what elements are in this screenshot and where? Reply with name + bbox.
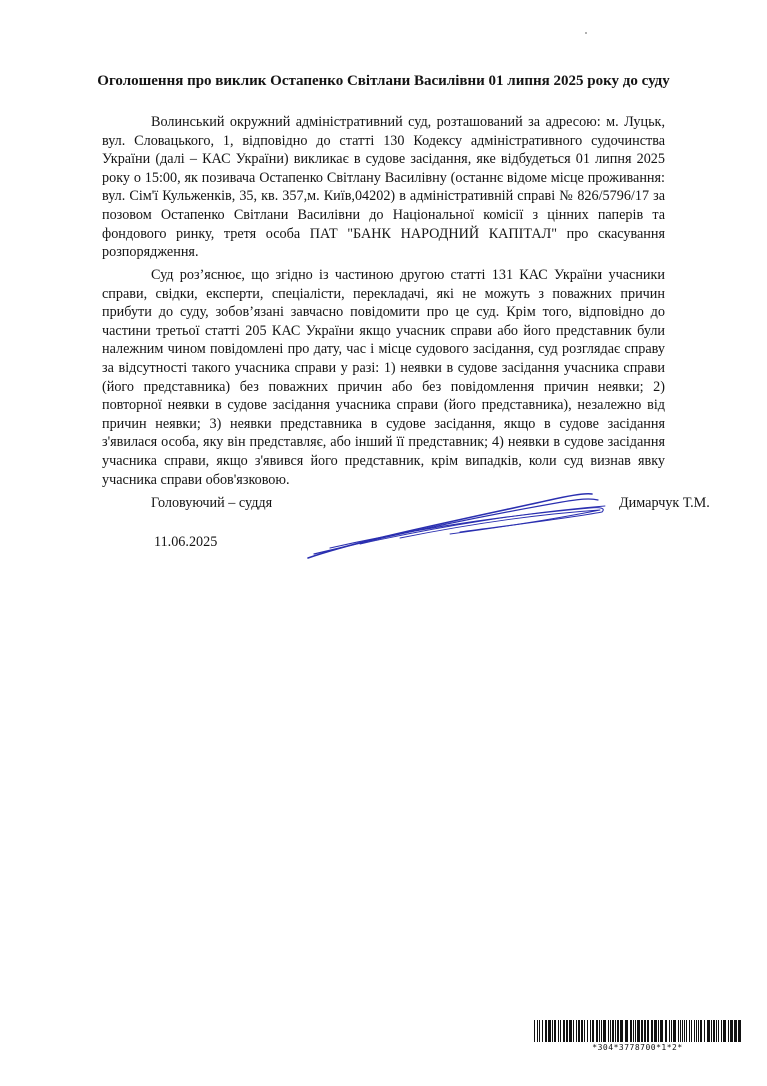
signature-date: 11.06.2025 bbox=[154, 534, 218, 550]
handwritten-signature bbox=[300, 488, 612, 564]
paragraph-explanation: Суд роз’яснює, що згідно із частиною другою статті 131 КАС України учасники справи, свідки, експерти, спеціалісти, перекладачі, які не можуть з поважних причин прибути до суду, зобов’язані завчасно повідомити про це суд. Крім того, відповідно до частини третьої статті 205 КАС України якщо учасник справи або його представник були належним чином повідомлені про дату, час і місце судового засідання, суд розглядає справу за відсутності такого учасника справи у разі: 1) неявки в судове засідання учасника справи (його представника) без поважних причин або без повідомлення причин неявки; 2) повторної неявки в судове засідання учасника справи (його представника), незалежно від причин неявки; 3) неявки представника в судове засідання, якщо в судове засідання з'явилася особа, яку він представляє, або інший її представник; 4) неявки в судове засідання учасника справи, якщо з'явився його представник, крім випадків, коли суд визнав явку учасника справи обов'язковою. bbox=[102, 267, 665, 488]
document-title: Оголошення про виклик Остапенко Світлани Василівни 01 липня 2025 року до суду bbox=[97, 73, 670, 89]
barcode-number: *304*3778700*1*2* bbox=[592, 1043, 683, 1052]
barcode bbox=[534, 1020, 741, 1042]
judge-name: Димарчук Т.М. bbox=[619, 495, 710, 511]
paragraph-summons: Волинський окружний адміністративний суд, розташований за адресою: м. Луцьк, вул. Словацького, 1, відповідно до статті 130 Кодексу адміністративного судочинства України (далі – КАС України) викликає в судове засідання, яке відбудеться 01 липня 2025 року о 15:00, як позивача Остапенко Світлану Василівну (останнє відоме місце проживання: вул. Сім'ї Кульженків, 35, кв. 357,м. Київ,04202) в адміністративній справі № 826/5796/17 за позовом Остапенко Світлани Василівни до Національної комісії з цінних паперів та фондового ринку, третя особа ПАТ "БАНК НАРОДНИЙ КАПІТАЛ" про скасування розпорядження. bbox=[102, 114, 665, 261]
scan-speck bbox=[585, 32, 587, 34]
presiding-judge-label: Головуючий – суддя bbox=[151, 495, 273, 511]
